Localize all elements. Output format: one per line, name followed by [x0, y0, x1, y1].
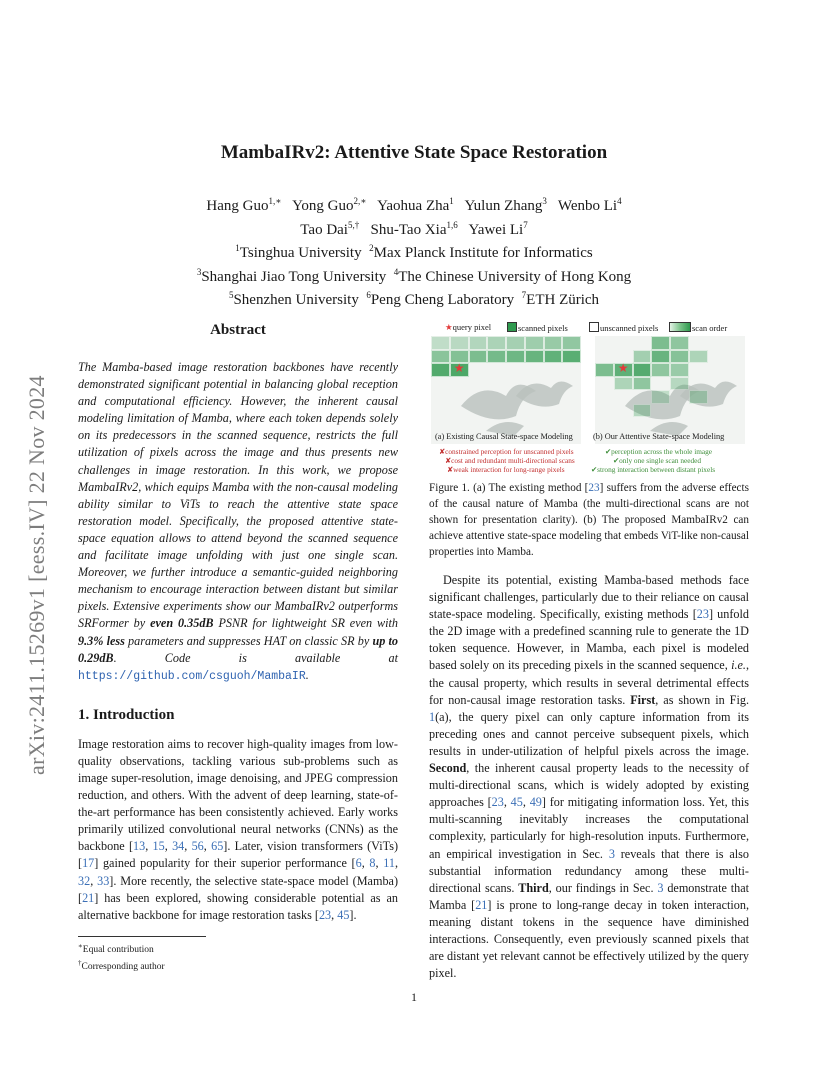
author-block [0, 192, 828, 310]
grid-cell [469, 336, 488, 350]
citation-link[interactable]: 32 [78, 873, 91, 888]
affiliation-line: $^3$Shanghai Jiao Tong University $^4$The Chinese University of Hong Kong [196, 266, 632, 285]
grid-cell [525, 350, 544, 364]
legend-query: ★query pixel [445, 322, 492, 332]
grid-cell [670, 350, 689, 364]
grid-cell [633, 404, 652, 418]
body-paragraph: Despite its potential, existing Mamba-based methods face significant challenges, particularly due to their reliance on causal state-space modeling. Specifically, existing methods [23] unfold the 2D image with a predefined scanning rule to generate the 1D token sequence. However, in Mamba, each pixel is modeled based solely on its preceding pixels in the scanned sequence, i.e., the causal property, which results in several detrimental effects for non-causal image restoration tasks. First, as shown in Fig. 1(a), the query pixel can only capture information from its preceding ones and cannot perceive subsequent pixels, which results in under-utilization of helpful pixels across the image. Second, the inherent causal property leads to the necessity of multi-directional scans, which is widely adopted by existing approaches [23, 45, 49] for mitigating information loss. Yet, this multi-scanning inevitably increases the computational complexity, particularly for high-resolution inputs. Furthermore, an empirical investigation in Sec. 3 reveals that there is also substantial information redundancy among these multi-directional scans. Third, our findings in Sec. 3 demonstrate that Mamba [21] is prone to long-range decay in token interaction, meaning distant tokens in the sequence have diminished interactions. Consequently, even previously scanned pixels that are distant yet relevant cannot be effectively utilized by the query pixel. [429, 573, 750, 981]
paper-title: MambaIRv2: Attentive State Space Restoration [220, 142, 608, 163]
citation-link[interactable]: 15 [152, 839, 165, 854]
citation-link[interactable]: 23 [588, 482, 600, 494]
code-link[interactable]: https://github.com/csguoh/MambaIR [78, 669, 306, 683]
check-icon: ✔ [613, 456, 620, 465]
con-item: ✘cost and redundant multi-directional scans [445, 456, 575, 465]
intro-heading: 1. Introduction [78, 706, 175, 723]
right-column-body [429, 572, 749, 982]
footnote: ∗Equal contribution [78, 942, 154, 956]
citation-link[interactable]: 11 [383, 856, 395, 871]
grid-cell [670, 377, 689, 391]
author-line-1 [0, 192, 828, 216]
abstract-heading: Abstract [210, 322, 266, 338]
author: Tao Dai$^{5,\dagger}$ [300, 219, 360, 238]
author: Yong Guo$^{2,∗}$ [292, 196, 367, 214]
scanned-swatch [507, 322, 517, 332]
panel-attentive [595, 336, 745, 444]
grid-cell [651, 390, 670, 404]
cross-icon: ✘ [439, 447, 446, 456]
citation-link[interactable]: 34 [172, 839, 185, 854]
abstract-text: The Mamba-based image restoration backbones have recently demonstrated significant potential in balancing global reception and computational efficiency. However, the inherent causal modeling limitation of Mamba, where each token depends solely on its predecessors in the scanned sequence, restricts the full utilization of pixels across the image and thus presents new challenges in image restoration. In this work, we propose MambaIRv2, which equips Mamba with the non-causal modeling ability similar to ViTs to reach the attentive state space restoration model. Specifically, the proposed attentive state-space equation allows to attend beyond the scanned sequence and facilitate image unfolding with just one single scan. Moreover, we further introduce a semantic-guided neighboring mechanism to encourage interaction between distant but similar pixels. Extensive experiments show our MambaIRv2 outperforms SRFormer by even 0.35dB PSNR for lightweight SR even with 9.3% less parameters and suppresses HAT on classic SR by up to 0.29dB. Code is available at https://github.com/csguoh/MambaIR. [78, 360, 399, 683]
citation-link[interactable]: 45 [337, 907, 350, 922]
footnotes [78, 936, 398, 974]
figure-caption: Figure 1. (a) The existing method [23] suffers from the adverse effects of the causal nature of Mamba (the multi-directional scans are not shown for presentation clarity). (b) The proposed MambaIRv2 can achieve attentive state-space modeling that embeds ViT-like non-causal properties into Mamba. [429, 482, 749, 558]
citation-link[interactable]: 21 [82, 890, 95, 905]
affiliation-line: $^5$Shenzhen University $^6$Peng Cheng Laboratory $^7$ETH Zürich [228, 290, 600, 308]
grid-cell [469, 350, 488, 364]
grid-cell [431, 363, 450, 377]
author: Yawei Li$^7$ [468, 219, 528, 238]
citation-link[interactable]: 23 [491, 795, 504, 810]
check-icon: ✔ [591, 465, 598, 474]
grid-cell [633, 377, 652, 391]
section-link[interactable]: 3 [657, 880, 664, 895]
citation-link[interactable]: 8 [369, 856, 376, 871]
pro-item: ✔only one single scan needed [613, 456, 701, 465]
legend-unscanned: unscanned pixels [589, 322, 658, 333]
author: Shu-Tao Xia$^{1,6}$ [370, 219, 458, 238]
author: Hang Guo$^{1,∗}$ [206, 196, 282, 214]
author: Wenbo Li$^4$ [557, 196, 622, 214]
citation-link[interactable]: 17 [82, 856, 95, 871]
citation-link[interactable]: 21 [475, 897, 488, 912]
citation-link[interactable]: 65 [211, 839, 224, 854]
author: Yaohua Zha$^1$ [377, 196, 454, 214]
grid-cell [506, 336, 525, 350]
unscanned-swatch [589, 322, 599, 332]
panel-causal [431, 336, 581, 444]
grid-cell [544, 350, 563, 364]
affiliation-line: $^1$Tsinghua University $^2$Max Planck Institute for Informatics [235, 243, 593, 261]
grid-cell [431, 336, 450, 350]
citation-link[interactable]: 13 [133, 839, 146, 854]
pro-item: ✔strong interaction between distant pixels [591, 465, 716, 474]
con-item: ✘constrained perception for unscanned pixels [439, 447, 574, 456]
figure-1 [429, 320, 749, 478]
grid-cell [562, 336, 581, 350]
grid-cell [651, 336, 670, 350]
query-star-icon: ★ [617, 361, 629, 375]
grid-cell [651, 350, 670, 364]
legend-scanned: scanned pixels [507, 322, 568, 333]
grid-cell [633, 363, 652, 377]
grid-cell [689, 390, 708, 404]
footnote: †Corresponding author [78, 959, 165, 973]
scan-order-swatch [669, 322, 691, 332]
grid-cell [614, 377, 633, 391]
citation-link[interactable]: 49 [529, 795, 542, 810]
con-item: ✘weak interaction for long-range pixels [447, 465, 565, 474]
grid-cell [487, 350, 506, 364]
citation-link[interactable]: 56 [191, 839, 204, 854]
grid-cell [670, 336, 689, 350]
star-icon: ★ [445, 322, 453, 332]
footnote-rule [78, 936, 206, 937]
query-star-icon: ★ [453, 361, 465, 375]
figure-link[interactable]: 1 [429, 709, 436, 724]
cross-icon: ✘ [445, 456, 452, 465]
grid-cell [651, 363, 670, 377]
legend-scan-order: scan order [669, 322, 727, 333]
pro-item: ✔perception across the whole image [605, 447, 713, 456]
citation-link[interactable]: 45 [510, 795, 523, 810]
caption-a: (a) Existing Causal State-space Modeling [435, 432, 573, 441]
caption-b: (b) Our Attentive State-space Modeling [593, 432, 725, 441]
arxiv-watermark: arXiv:2411.15269v1 [eess.IV] 22 Nov 2024 [24, 375, 49, 775]
page-number: 1 [411, 990, 417, 1004]
section-link[interactable]: 3 [608, 846, 615, 861]
grid-cell [506, 350, 525, 364]
author: Yulun Zhang$^3$ [464, 196, 547, 214]
citation-link[interactable]: 6 [355, 856, 362, 871]
grid-cell [562, 350, 581, 364]
citation-link[interactable]: 23 [696, 607, 709, 622]
grid-cell [525, 336, 544, 350]
grid-cell [689, 350, 708, 364]
grid-cell [544, 336, 563, 350]
citation-link[interactable]: 33 [97, 873, 110, 888]
citation-link[interactable]: 23 [318, 907, 332, 922]
grid-cell [450, 336, 469, 350]
grid-cell [431, 350, 450, 364]
grid-cell [487, 336, 506, 350]
grid-cell [633, 350, 652, 364]
intro-paragraph: Image restoration aims to recover high-quality images from low-quality observations, tackling various sub-problems such as image super-resolution, image denoising, and JPEG compression reduction, and others. With the advent of deep learning, state-of-the-art performance has been consistently achieved. Early works primarily utilized convolutional neural networks (CNNs) as the backbone [13, 15, 34, 56, 65]. Later, vision transformers (ViTs) [17] gained popularity for their superior performance [6, 8, 11, 32, 33]. More recently, the selective state-space model (Mamba) [21] has been explored, showing considerable potential as an alternative backbone for image restoration tasks [23, 45]. [78, 736, 399, 922]
left-column [78, 322, 398, 924]
grid-cell [595, 363, 614, 377]
grid-cell [670, 363, 689, 377]
check-icon: ✔ [605, 447, 612, 456]
author-line-2 [0, 216, 828, 240]
cross-icon: ✘ [447, 465, 454, 474]
